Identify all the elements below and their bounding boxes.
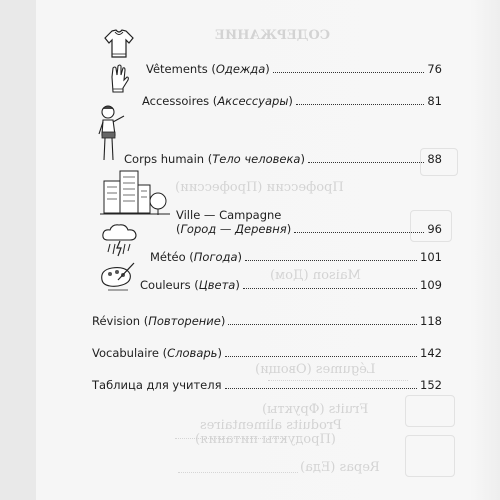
toc-page-number: 142 <box>420 346 442 360</box>
toc-entry-title: Couleurs (Цвета) <box>140 278 240 292</box>
toc-entry-title: Ville — Campagne <box>176 208 282 222</box>
bleed-through-text: СОДЕРЖАНИЕ <box>215 28 331 43</box>
leader-dots <box>308 162 424 163</box>
toc-page-number: 81 <box>427 94 442 108</box>
toc-page-number: 152 <box>420 378 442 392</box>
leader-dots <box>228 324 417 325</box>
toc-page-number: 76 <box>427 62 442 76</box>
bleed-through-text: Профессии (Профессии) <box>175 180 344 195</box>
toc-entry-vocabulaire[interactable] <box>92 346 442 360</box>
leader-dots <box>273 72 425 73</box>
leader-dots <box>296 104 424 105</box>
toc-page-number: 88 <box>427 152 442 166</box>
leader-dots <box>294 232 424 233</box>
toc-entry-meteo[interactable] <box>150 250 442 264</box>
toc-entry-vetements[interactable] <box>146 62 442 76</box>
toc-page-number: 101 <box>420 250 442 264</box>
toc-entry-title: Révision (Повторение) <box>92 314 226 328</box>
toc-page-number: 109 <box>420 278 442 292</box>
toc-entry-ville-campagne[interactable] <box>176 208 442 236</box>
toc-entry-title: Météo (Погода) <box>150 250 243 264</box>
bleed-through-text: Maison (Дом) <box>270 268 361 283</box>
leader-dots <box>245 260 417 261</box>
toc-entry-title: Таблица для учителя <box>92 378 222 392</box>
leader-dots <box>225 356 417 357</box>
toc-entry-subtitle: (Город — Деревня) <box>176 222 292 236</box>
toc-entry-couleurs[interactable] <box>140 278 442 292</box>
toc-page-number: 96 <box>427 222 442 236</box>
toc-entry-corps-humain[interactable] <box>124 152 442 166</box>
toc-entry-title: Vocabulaire (Словарь) <box>92 346 222 360</box>
toc-entry-title: Vêtements (Одежда) <box>146 62 270 76</box>
bleed-through-text: Repas (Еда) <box>300 460 380 475</box>
leader-dots <box>243 288 417 289</box>
toc-entry-title: Corps humain (Тело человека) <box>124 152 305 166</box>
toc-entry-title: Accessoires (Аксессуары) <box>142 94 293 108</box>
toc-entry-revision[interactable] <box>92 314 442 328</box>
bleed-through-text: Légumes (Овощи) <box>255 362 376 377</box>
toc-entry-accessoires[interactable] <box>142 94 442 108</box>
toc-page-number: 118 <box>420 314 442 328</box>
bleed-through-text: Produits alimentaires <box>200 418 342 433</box>
bleed-through-text: (Продукты питания) <box>195 432 336 447</box>
toc-entry-teacher-table[interactable] <box>92 378 442 392</box>
leader-dots <box>225 388 418 389</box>
bleed-through-text: Fruits (Фрукты) <box>262 402 369 417</box>
